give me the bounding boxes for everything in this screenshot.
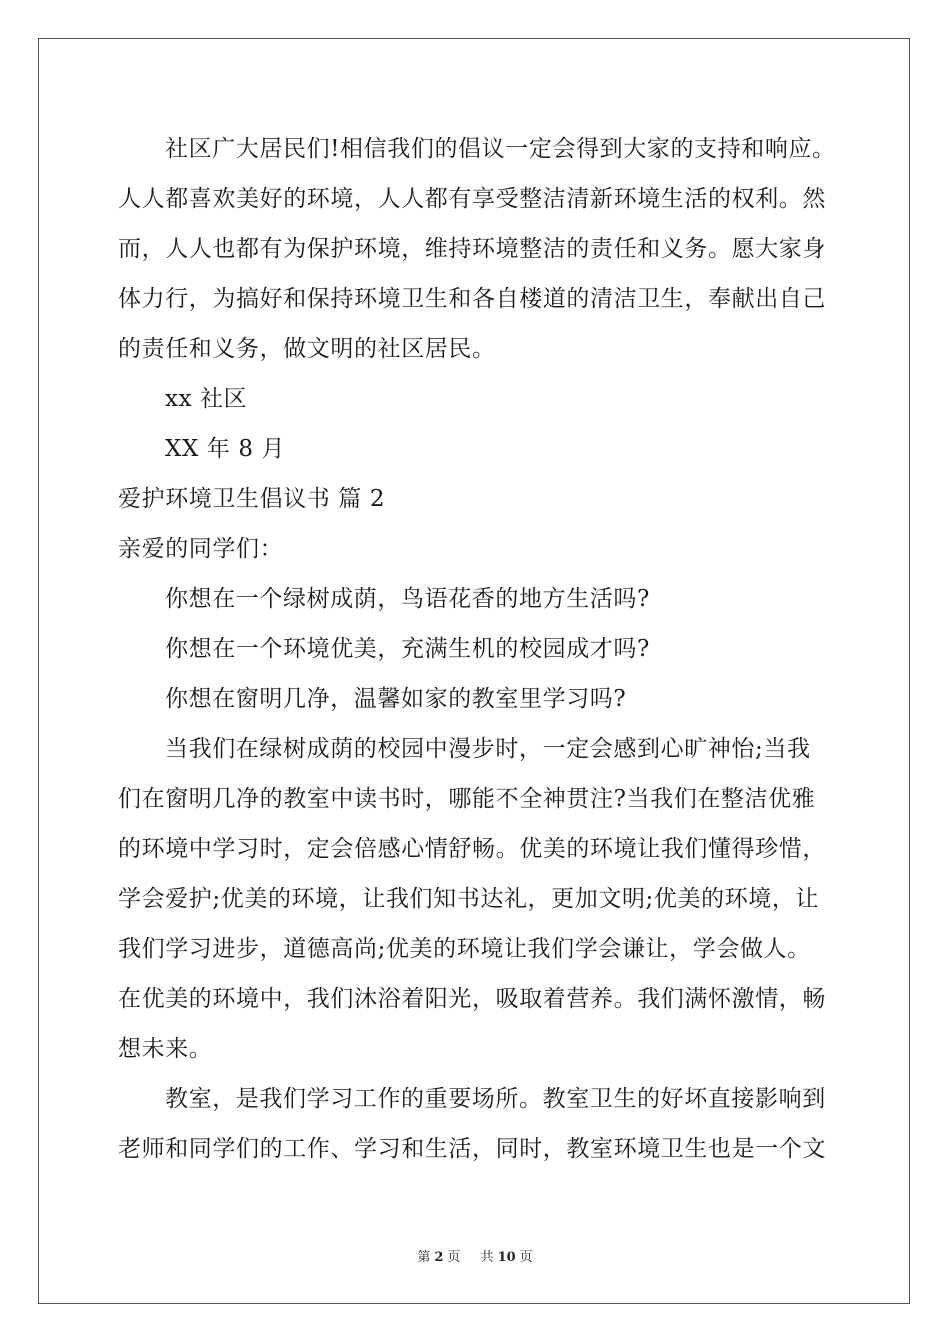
paragraph-line: 当我们在绿树成荫的校园中漫步时，一定会感到心旷神怡;当我 xyxy=(165,736,811,762)
paragraph-line: 人人都喜欢美好的环境，人人都有享受整洁清新环境生活的权利。然 xyxy=(118,186,826,212)
paragraph-line: 在优美的环境中，我们沐浴着阳光，吸取着营养。我们满怀激情，畅 xyxy=(118,986,826,1012)
total-suffix: 页 xyxy=(519,1250,533,1265)
total-prefix: 共 xyxy=(480,1250,494,1265)
paragraph-line: 学会爱护;优美的环境，让我们知书达礼，更加文明;优美的环境，让 xyxy=(118,886,820,912)
question-line: 你想在窗明几净，温馨如家的教室里学习吗? xyxy=(165,686,627,712)
paragraph-line: 们在窗明几净的教室中读书时，哪能不全神贯注?当我们在整洁优雅 xyxy=(118,786,816,812)
page-number xyxy=(413,1250,464,1265)
paragraph-line: 教室，是我们学习工作的重要场所。教室卫生的好坏直接影响到 xyxy=(165,1086,826,1112)
page-prefix: 第 xyxy=(417,1250,431,1265)
paragraph-line: 而，人人也都有为保护环境，维持环境整洁的责任和义务。愿大家身 xyxy=(118,236,826,262)
page-border xyxy=(38,38,910,1304)
paragraph-line: 想未来。 xyxy=(118,1036,213,1062)
page-suffix: 页 xyxy=(447,1250,461,1265)
paragraph-line: 社区广大居民们!相信我们的倡议一定会得到大家的支持和响应。 xyxy=(165,136,836,162)
question-line: 你想在一个环境优美，充满生机的校园成才吗? xyxy=(165,636,650,662)
page-current: 2 xyxy=(434,1250,444,1265)
paragraph-line: 体力行，为搞好和保持环境卫生和各自楼道的清洁卫生，奉献出自己 xyxy=(118,286,826,312)
section-title: 爱护环境卫生倡议书 篇 2 xyxy=(118,486,386,512)
page-total xyxy=(477,1250,537,1265)
question-line: 你想在一个绿树成荫，鸟语花香的地方生活吗? xyxy=(165,586,650,612)
paragraph-line: 的责任和义务，做文明的社区居民。 xyxy=(118,336,496,362)
total-pages: 10 xyxy=(497,1250,516,1265)
signature-date: XX 年 8 月 xyxy=(165,436,286,462)
signature-organization: xx 社区 xyxy=(165,386,248,412)
paragraph-line: 我们学习进步，道德高尚;优美的环境让我们学会谦让，学会做人。 xyxy=(118,936,811,962)
page-footer xyxy=(0,1246,950,1265)
paragraph-line: 的环境中学习时，定会倍感心情舒畅。优美的环境让我们懂得珍惜， xyxy=(118,836,826,862)
paragraph-line: 老师和同学们的工作、学习和生活，同时，教室环境卫生也是一个文 xyxy=(118,1136,826,1162)
salutation: 亲爱的同学们： xyxy=(118,536,284,562)
